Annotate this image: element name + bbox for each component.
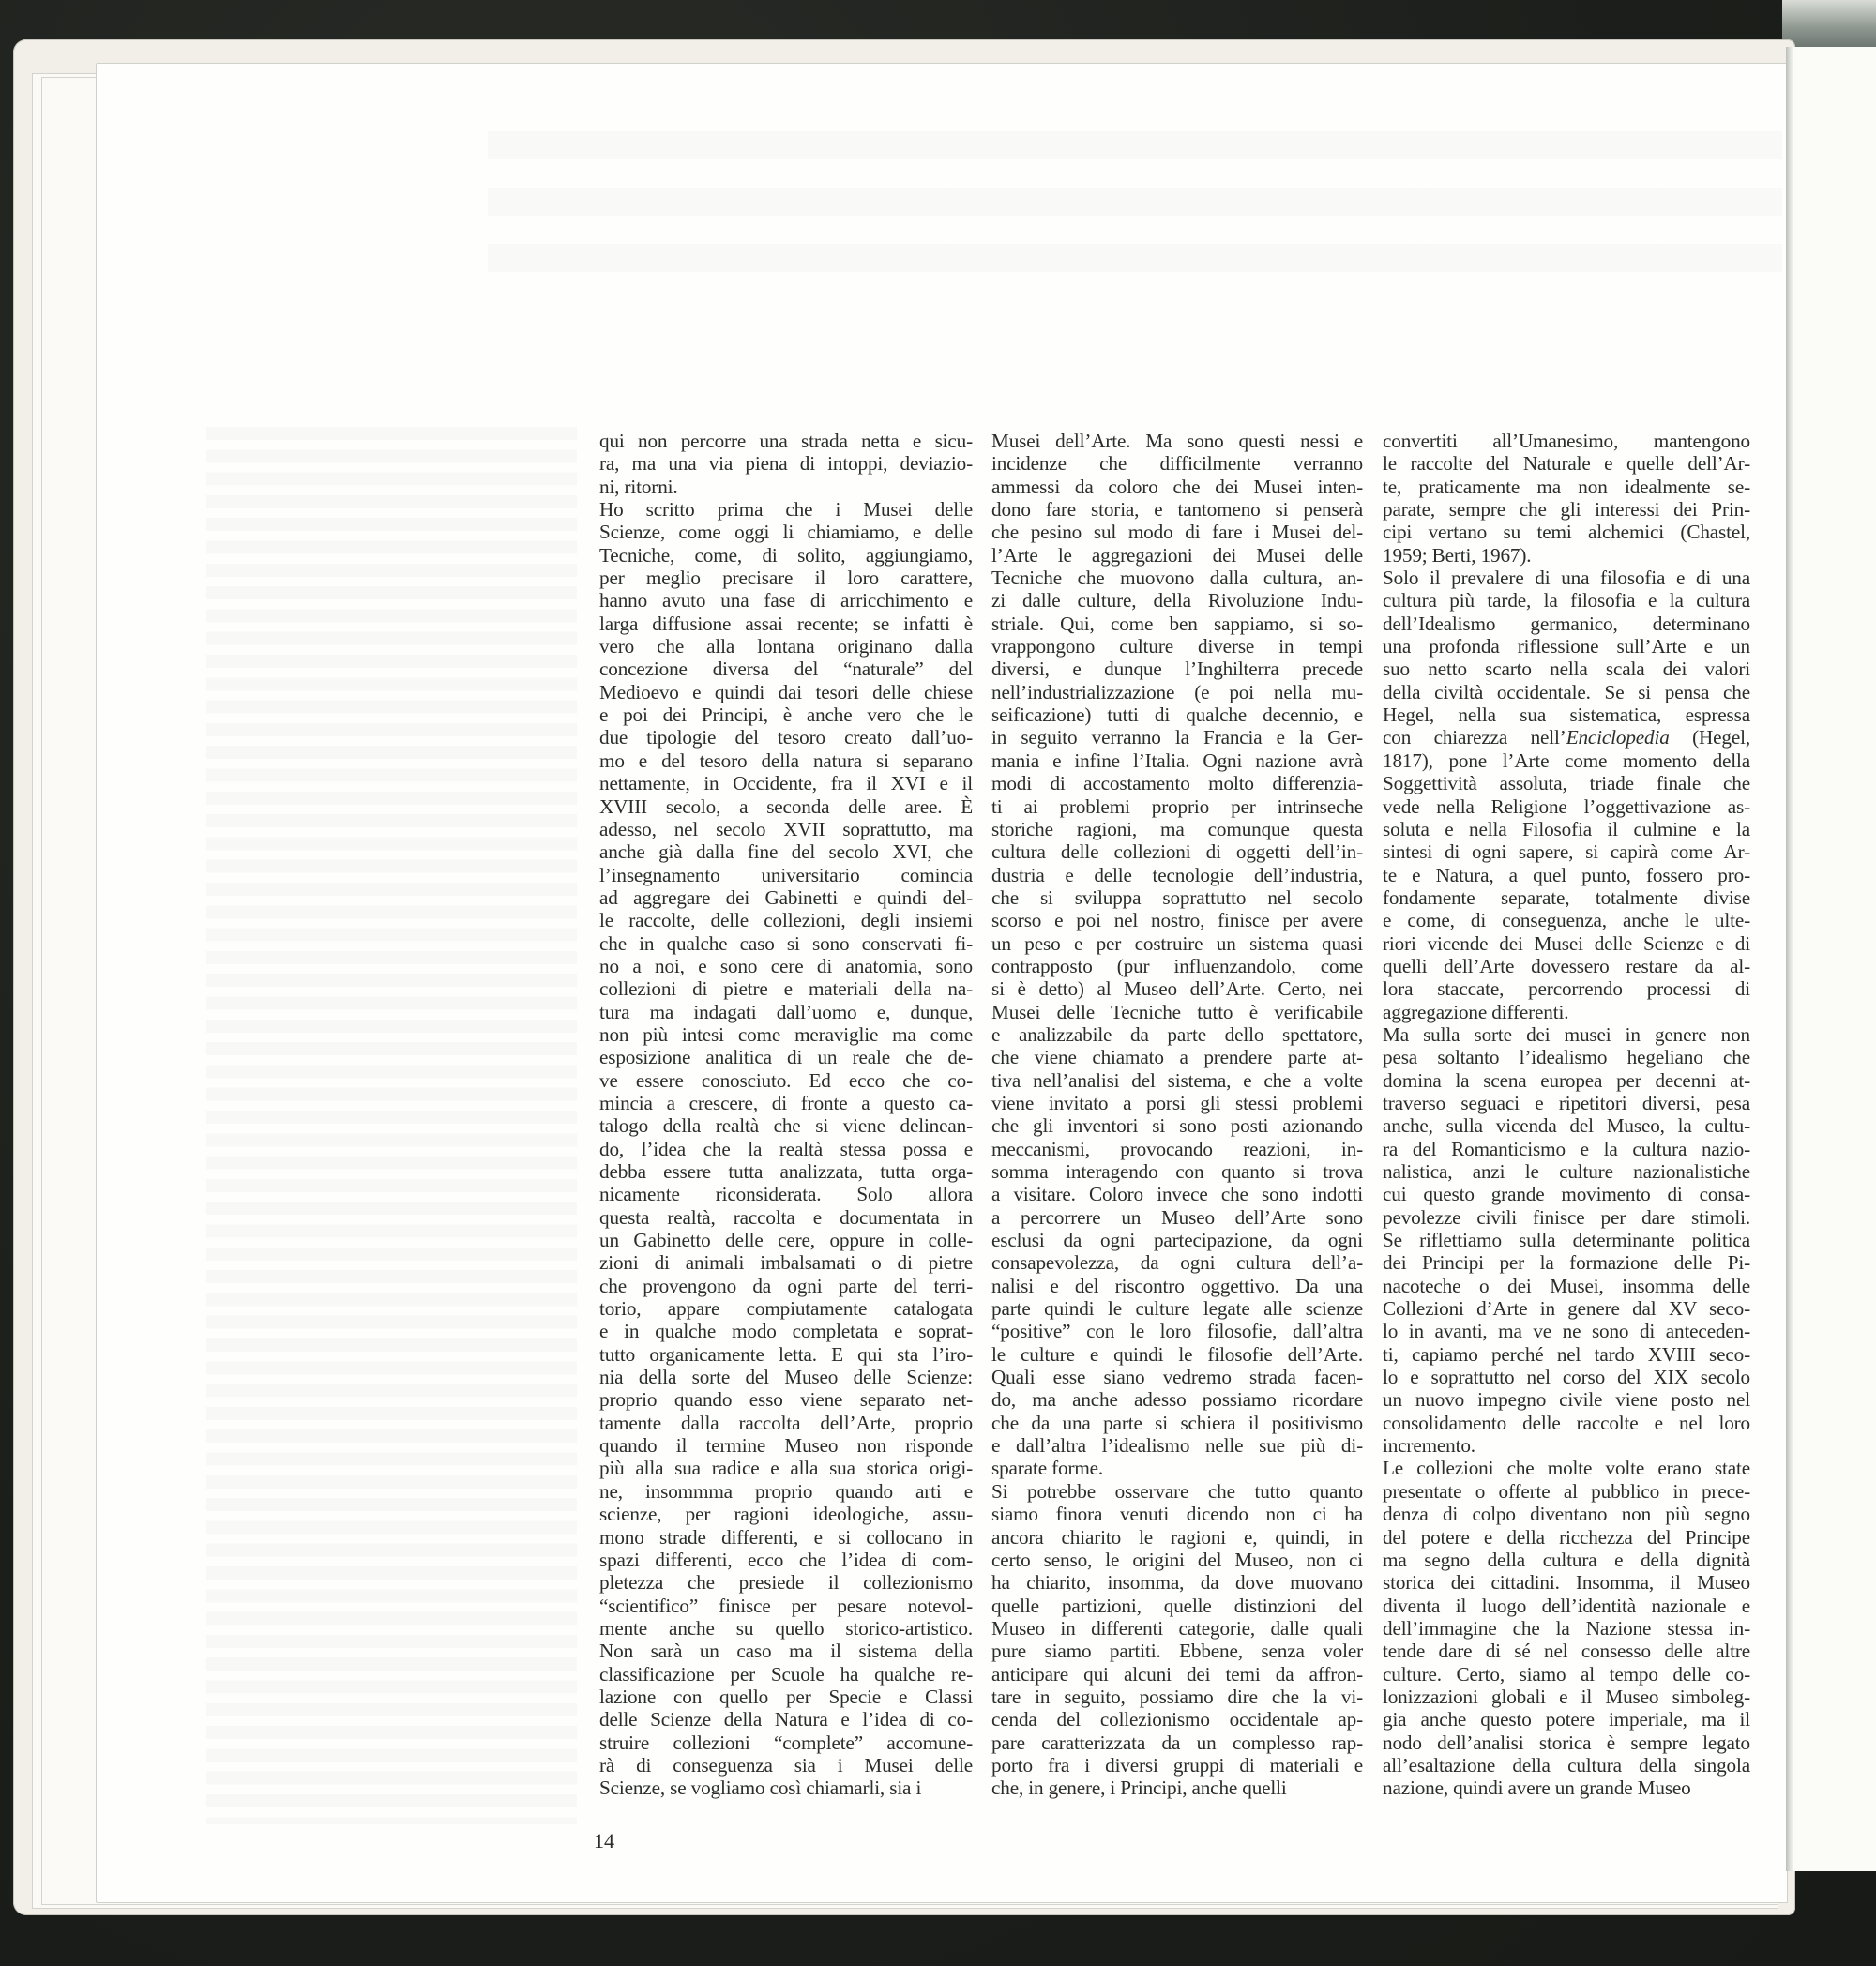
text-line: scienze, per ragioni ideologiche, assu- <box>599 1503 973 1526</box>
text-line: ad aggregare dei Gabinetti e quindi del- <box>599 885 973 909</box>
text-line: che pesino sul modo di fare i Musei del- <box>991 521 1363 544</box>
text-line: che si sviluppa soprattutto nel secolo <box>991 885 1363 909</box>
text-line: ha chiarito, insomma, da dove muovano <box>991 1571 1363 1595</box>
text-line: dono fare storia, e tantomeno si penserà <box>991 498 1363 522</box>
text-line: Non sarà un caso ma il sistema della <box>599 1640 973 1663</box>
text-line: siamo finora venuti dicendo non ci ha <box>991 1503 1363 1526</box>
text-line: zioni di animali imbalsamati o di pietre <box>599 1251 973 1275</box>
text-line: 1817), pone l’Arte come momento della <box>1383 749 1750 772</box>
text-column-2 <box>991 430 1363 1800</box>
text-line: incremento. <box>1383 1434 1475 1458</box>
text-line: hanno avuto una fase di arricchimento e <box>599 589 973 612</box>
text-line: le raccolte del Naturale e quelle dell’Ar- <box>1383 452 1750 476</box>
text-line: anticipare qui alcuni dei temi da affron- <box>991 1662 1363 1686</box>
text-line: no a noi, e sono cere di anatomia, sono <box>599 954 973 977</box>
text-line: pare caratterizzata da un complesso rap- <box>991 1731 1363 1754</box>
text-line: nazione, quindi avere un grande Museo <box>1383 1777 1691 1800</box>
text-line: mente anche su quello storico-artistico. <box>599 1616 973 1640</box>
text-line: soluta e nella Filosofia il culmine e la <box>1383 817 1750 840</box>
text-column-1 <box>599 430 973 1800</box>
text-line: e come, di conseguenza, anche le ulte- <box>1383 909 1750 932</box>
text-line: dell’immagine che la Nazione stessa in- <box>1383 1616 1750 1640</box>
text-line: 1959; Berti, 1967). <box>1383 543 1532 567</box>
text-line: modi di accostamento molto differenzia- <box>991 772 1363 795</box>
text-line: XVIII secolo, a seconda delle aree. È <box>599 794 973 818</box>
italic-title: Enciclopedia <box>1566 726 1670 749</box>
text-line: quelle partizioni, quelle distinzioni del <box>991 1594 1363 1617</box>
text-line: nacoteche o dei Musei, insomma delle <box>1383 1274 1750 1297</box>
text-line: mo e del tesoro della natura si separano <box>599 749 973 772</box>
text-line: Le collezioni che molte volte erano state <box>1383 1457 1750 1480</box>
text-line: te e Natura, a quel punto, fossero pro- <box>1383 863 1750 886</box>
text-line: consolidamento delle raccolte e nel loro <box>1383 1411 1750 1434</box>
text-line: nicamente riconsiderata. Solo allora <box>599 1183 973 1206</box>
text-line: nia della sorte del Museo delle Scienze: <box>599 1366 973 1389</box>
text-line: parate, sempre che gli interessi dei Prin- <box>1383 498 1750 522</box>
text-line: questa realtà, raccolta e documentata in <box>599 1205 973 1229</box>
text-column-3 <box>1383 430 1750 1800</box>
text-line: viene invitato a porsi gli stessi problemi <box>991 1091 1363 1114</box>
text-line: traverso seguaci e ripetitori diversi, pesa <box>1383 1091 1750 1114</box>
text-line: riori vicende dei Musei delle Scienze e di <box>1383 931 1750 955</box>
page-number: 14 <box>594 1829 614 1853</box>
text-line: domina la scena europea per decenni at- <box>1383 1068 1750 1092</box>
text-line: che da una parte si schiera il positivismo <box>991 1411 1363 1434</box>
text-line: do, l’idea che la realtà stessa possa e <box>599 1137 973 1160</box>
text-line: concezione diversa del “naturale” del <box>599 658 973 681</box>
text-line: cultura più tarde, la filosofia e la cultura <box>1383 589 1750 612</box>
text-line: sintesi di ogni sapere, si capirà come Ar- <box>1383 840 1750 864</box>
text-line: larga diffusione assai recente; se infatti è <box>599 612 973 635</box>
text-line: incidenze che difficilmente verranno <box>991 452 1363 476</box>
text-line: cenda del collezionismo occidentale ap- <box>991 1708 1363 1732</box>
text-line: ti ai problemi proprio per intrinseche <box>991 794 1363 818</box>
text-line: esposizione analitica di un reale che de- <box>599 1046 973 1069</box>
text-line: con chiarezza nell’Enciclopedia (Hegel, <box>1383 726 1750 749</box>
text-line: della civiltà occidentale. Se si pensa che <box>1383 680 1750 703</box>
text-line: anche già dalla fine del secolo XVI, che <box>599 840 973 864</box>
text-line: denza di colpo diventano non più segno <box>1383 1503 1750 1526</box>
facing-page <box>1793 47 1876 1871</box>
text-line: Soggettività assoluta, triade finale che <box>1383 772 1750 795</box>
text-line: le raccolte, delle collezioni, degli insiemi <box>599 909 973 932</box>
text-line: porto fra i diversi gruppi di materiali e <box>991 1753 1363 1777</box>
text-line: Tecniche, come, di solito, aggiungiamo, <box>599 543 973 567</box>
text-line: tura ma indagati dall’uomo e, dunque, <box>599 1000 973 1023</box>
text-line: aggregazione differenti. <box>1383 1000 1569 1023</box>
text-line: del potere e della ricchezza del Principe <box>1383 1525 1750 1549</box>
text-line: vrappongono culture diverse in tempi <box>991 635 1363 658</box>
text-line: all’esaltazione della cultura della singola <box>1383 1753 1750 1777</box>
text-line: ra, ma una via piena di intoppi, deviazio- <box>599 452 973 476</box>
text-line: lazione con quello per Specie e Classi <box>599 1685 973 1708</box>
text-line: torio, appare compiutamente catalogata <box>599 1297 973 1321</box>
text-line: classificazione per Scuole ha qualche re- <box>599 1662 973 1686</box>
text-line: qui non percorre una strada netta e sicu- <box>599 430 973 452</box>
text-line: dell’Idealismo germanico, determinano <box>1383 612 1750 635</box>
text-line: somma interagendo con quanto si trova <box>991 1160 1363 1183</box>
text-line: mono strade differenti, e si collocano in <box>599 1525 973 1549</box>
text-line: rà di conseguenza sia i Musei delle <box>599 1753 973 1777</box>
text-line: pletezza che presiede il collezionismo <box>599 1571 973 1595</box>
text-line: tutto organicamente letta. E qui sta l’iro- <box>599 1342 973 1366</box>
text-line: a visitare. Coloro invece che sono indotti <box>991 1183 1363 1206</box>
text-line: ni, ritorni. <box>599 475 678 498</box>
text-line: le culture e quindi le filosofie dell’Arte. <box>991 1342 1363 1366</box>
text-line: tamente dalla raccolta dell’Arte, proprio <box>599 1411 973 1434</box>
text-line: nell’industrializzazione (e poi nella mu- <box>991 680 1363 703</box>
text-line: scorso e poi nel nostro, finisce per avere <box>991 909 1363 932</box>
text-line: dustria e delle tecnologie dell’industria, <box>991 863 1363 886</box>
text-line: lo in avanti, ma ve ne sono di anteceden- <box>1383 1320 1750 1343</box>
text-line: nalistica, anzi le culture nazionalistiche <box>1383 1160 1750 1183</box>
text-line: mincia a crescere, di fronte a questo ca- <box>599 1091 973 1114</box>
next-page-edge <box>1782 0 1876 47</box>
text-line: contrapposto (pur influenzandolo, come <box>991 954 1363 977</box>
text-line: sparate forme. <box>991 1457 1104 1480</box>
text-line: nalisi e del riscontro oggettivo. Da una <box>991 1274 1363 1297</box>
text-line: meccanismi, provocando reazioni, in- <box>991 1137 1363 1160</box>
text-line: do, ma anche adesso possiamo ricordare <box>991 1388 1363 1412</box>
text-line: mania e infine l’Italia. Ogni nazione avrà <box>991 749 1363 772</box>
text-line: consapevolezza, da ogni cultura dell’a- <box>991 1251 1363 1275</box>
text-line: che viene chiamato a prendere parte at- <box>991 1046 1363 1069</box>
text-line: l’insegnamento universitario comincia <box>599 863 973 886</box>
text-line: un nuovo impegno civile viene posto nel <box>1383 1388 1750 1412</box>
text-line: Quali esse siano vedremo strada facen- <box>991 1366 1363 1389</box>
text-line: te, praticamente ma non idealmente se- <box>1383 475 1750 498</box>
text-line: nettamente, in Occidente, fra il XVI e il <box>599 772 973 795</box>
text-line: esclusi da ogni partecipazione, da ogni <box>991 1229 1363 1252</box>
text-line: Solo il prevalere di una filosofia e di una <box>1383 567 1750 590</box>
text-line: ne, insommma proprio quando arti e <box>599 1479 973 1503</box>
bleed-through-text <box>206 427 577 1824</box>
text-line: e poi dei Principi, è anche vero che le <box>599 703 973 727</box>
text-line: lora staccate, percorrendo processi di <box>1383 977 1750 1001</box>
text-line: in seguito verranno la Francia e la Ger- <box>991 726 1363 749</box>
text-line: gia anche questo potere imperiale, ma il <box>1383 1708 1750 1732</box>
book-gutter <box>1786 47 1793 1871</box>
text-line: storiche ragioni, ma comunque questa <box>991 817 1363 840</box>
text-line: cipi vertano su temi alchemici (Chastel, <box>1383 521 1750 544</box>
text-line: pure siamo partiti. Ebbene, senza voler <box>991 1640 1363 1663</box>
text-line: e in qualche modo completata e soprat- <box>599 1320 973 1343</box>
text-line: una profonda riflessione sull’Arte e un <box>1383 635 1750 658</box>
text-line: ancora chiarito le ragioni e, quindi, in <box>991 1525 1363 1549</box>
text-line: Scienze, se vogliamo così chiamarli, sia i <box>599 1777 922 1800</box>
text-line: nodo dell’analisi storica è sempre legato <box>1383 1731 1750 1754</box>
text-line: Ma sulla sorte dei musei in genere non <box>1383 1022 1750 1046</box>
text-line: quelli dell’Arte dovessero restare da al- <box>1383 954 1750 977</box>
text-line: pevolezze civili finisce per dare stimoli. <box>1383 1205 1750 1229</box>
text-line: che provengono da ogni parte del terri- <box>599 1274 973 1297</box>
text-line: a percorrere un Museo dell’Arte sono <box>991 1205 1363 1229</box>
text-line: cultura delle collezioni di oggetti dell’in- <box>991 840 1363 864</box>
text-line: certo senso, le origini del Museo, non ci <box>991 1548 1363 1571</box>
text-line: talogo della realtà che si viene delinean- <box>599 1114 973 1138</box>
text-line: che in qualche caso si sono conservati fi- <box>599 931 973 955</box>
text-line: si è detto) al Museo dell’Arte. Certo, nei <box>991 977 1363 1001</box>
text-line: Musei delle Tecniche tutto è verificabile <box>991 1000 1363 1023</box>
text-line: cui questo grande movimento di consa- <box>1383 1183 1750 1206</box>
text-line: struire collezioni “complete” accomune- <box>599 1731 973 1754</box>
text-line: non più intesi come meraviglie ma come <box>599 1022 973 1046</box>
text-line: un Gabinetto delle cere, oppure in colle- <box>599 1229 973 1252</box>
text-line: “scientifico” finisce per pesare notevol- <box>599 1594 973 1617</box>
text-line: spazi differenti, ecco che l’idea di com- <box>599 1548 973 1571</box>
text-line: diventa il luogo dell’identità nazionale e <box>1383 1594 1750 1617</box>
text-line: ve essere conosciuto. Ed ecco che co- <box>599 1068 973 1092</box>
text-line: dei Principi per la formazione delle Pi- <box>1383 1251 1750 1275</box>
bleed-through-header <box>488 131 1782 300</box>
text-line: Ho scritto prima che i Musei delle <box>599 498 973 522</box>
text-line: debba essere tutta analizzata, tutta orga- <box>599 1160 973 1183</box>
text-line: collezioni di pietre e materiali della na- <box>599 977 973 1001</box>
text-line: seificazione) tutti di qualche decennio, e <box>991 703 1363 727</box>
text-line: e dall’altra l’idealismo nelle sue più di- <box>991 1434 1363 1458</box>
text-line: culture. Certo, siamo al tempo delle co- <box>1383 1662 1750 1686</box>
text-line: ra del Romanticismo e la cultura nazio- <box>1383 1137 1750 1160</box>
text-line: tare in seguito, possiamo dire che la vi- <box>991 1685 1363 1708</box>
text-line: che gli inventori si sono posti azionando <box>991 1114 1363 1138</box>
text-line: storica dei cittadini. Insomma, il Museo <box>1383 1571 1750 1595</box>
text-line: ma segno della cultura e della dignità <box>1383 1548 1750 1571</box>
text-line: presentate o offerte al pubblico in prece- <box>1383 1479 1750 1503</box>
text-line: proprio quando esso viene separato net- <box>599 1388 973 1412</box>
text-line: fondamente separate, totalmente divise <box>1383 885 1750 909</box>
text-line: vede nella Religione l’oggettivazione as- <box>1383 794 1750 818</box>
text-line: lo e soprattutto nel corso del XIX secolo <box>1383 1366 1750 1389</box>
text-line: e analizzabile da parte dello spettatore, <box>991 1022 1363 1046</box>
text-line: pesa soltanto l’idealismo hegeliano che <box>1383 1046 1750 1069</box>
text-line: Museo in differenti categorie, dalle quali <box>991 1616 1363 1640</box>
text-line: più alla sua radice e alla sua storica origi- <box>599 1457 973 1480</box>
text-line: convertiti all’Umanesimo, mantengono <box>1383 430 1750 452</box>
text-line: quando il termine Museo non risponde <box>599 1434 973 1458</box>
text-line: anche, sulla vicenda del Museo, la cultu- <box>1383 1114 1750 1138</box>
text-line: l’Arte le aggregazioni dei Musei delle <box>991 543 1363 567</box>
text-line: tiva nell’analisi del sistema, e che a volte <box>991 1068 1363 1092</box>
text-line: delle Scienze della Natura e l’idea di co- <box>599 1708 973 1732</box>
text-line: lonizzazioni globali e il Museo simboleg- <box>1383 1685 1750 1708</box>
text-line: Hegel, nella sua sistematica, espressa <box>1383 703 1750 727</box>
text-line: due tipologie del tesoro creato dall’uo- <box>599 726 973 749</box>
text-line: striale. Qui, come ben sappiamo, si so- <box>991 612 1363 635</box>
text-line: Musei dell’Arte. Ma sono questi nessi e <box>991 430 1363 452</box>
text-line: Scienze, come oggi li chiamiamo, e delle <box>599 521 973 544</box>
text-line: Collezioni d’Arte in genere dal XV seco- <box>1383 1297 1750 1321</box>
text-line: zi dalle culture, della Rivoluzione Indu- <box>991 589 1363 612</box>
text-line: ammessi da coloro che dei Musei inten- <box>991 475 1363 498</box>
text-line: “positive” con le loro filosofie, dall’altra <box>991 1320 1363 1343</box>
text-line: ti, capiamo perché nel tardo XVIII seco- <box>1383 1342 1750 1366</box>
text-line: tende dare di sé nel consesso delle altre <box>1383 1640 1750 1663</box>
text-line: parte quindi le culture legate alle scienze <box>991 1297 1363 1321</box>
text-line: per meglio precisare il loro carattere, <box>599 567 973 590</box>
text-line: diversi, e dunque l’Inghilterra precede <box>991 658 1363 681</box>
text-line: adesso, nel secolo XVII soprattutto, ma <box>599 817 973 840</box>
text-line: Si potrebbe osservare che tutto quanto <box>991 1479 1363 1503</box>
text-line: Tecniche che muovono dalla cultura, an- <box>991 567 1363 590</box>
text-line: Se riflettiamo sulla determinante politica <box>1383 1229 1750 1252</box>
text-line: un peso e per costruire un sistema quasi <box>991 931 1363 955</box>
text-line: vero che alla lontana originano dalla <box>599 635 973 658</box>
text-line: che, in genere, i Principi, anche quelli <box>991 1777 1287 1800</box>
text-line: Medioevo e quindi dai tesori delle chiese <box>599 680 973 703</box>
text-line: suo netto scarto nella scala dei valori <box>1383 658 1750 681</box>
